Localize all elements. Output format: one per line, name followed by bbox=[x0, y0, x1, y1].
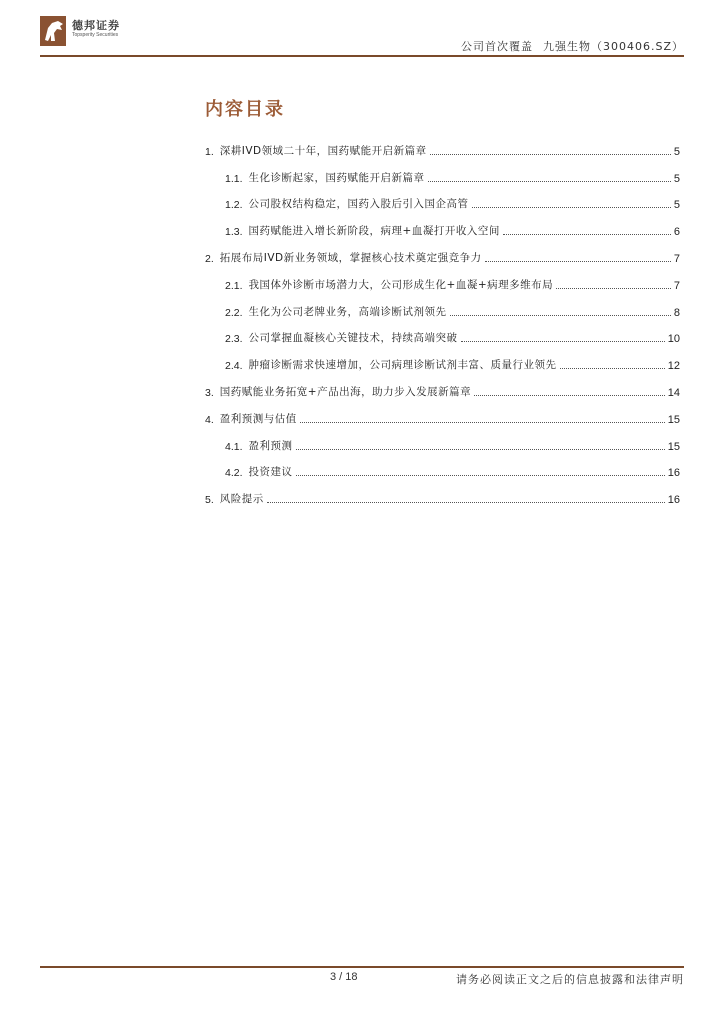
toc-entry-page: 16 bbox=[667, 467, 680, 480]
toc-entry-page: 12 bbox=[667, 360, 680, 373]
toc-leader-dots bbox=[474, 395, 665, 396]
toc-leader-dots bbox=[430, 154, 671, 155]
toc-entry-title: 肿瘤诊断需求快速增加，公司病理诊断试剂丰富、质量行业领先 bbox=[248, 359, 557, 372]
toc-leader-dots bbox=[560, 368, 665, 369]
page-header bbox=[0, 0, 724, 60]
toc-entry-title: 盈利预测与估值 bbox=[219, 412, 297, 425]
toc-entry-title: 公司股权结构稳定，国药入股后引入国企高管 bbox=[248, 198, 469, 211]
toc-entry[interactable] bbox=[205, 292, 680, 319]
toc-entry-number: 1.2. bbox=[225, 199, 243, 212]
toc-title: 内容目录 bbox=[205, 99, 285, 120]
toc-entry-title: 国药赋能进入增长新阶段，病理+血凝打开收入空间 bbox=[248, 225, 500, 238]
toc-entry-page: 16 bbox=[667, 494, 680, 507]
toc-entry[interactable] bbox=[205, 345, 680, 372]
toc-entry-number: 1.3. bbox=[225, 226, 243, 239]
logo-text-en: Topsperity Securities bbox=[72, 32, 119, 38]
toc-entry[interactable] bbox=[205, 211, 680, 238]
toc-entry-number: 4.1. bbox=[225, 440, 243, 453]
toc-entry[interactable] bbox=[205, 185, 680, 212]
toc-entry-page: 15 bbox=[667, 440, 680, 453]
toc-entry-number: 4.2. bbox=[225, 467, 243, 480]
toc-entry[interactable] bbox=[205, 319, 680, 346]
toc-entry-page: 5 bbox=[673, 145, 680, 158]
toc-leader-dots bbox=[450, 315, 671, 316]
toc-leader-dots bbox=[485, 261, 671, 262]
toc-entry-title: 风险提示 bbox=[219, 493, 264, 506]
toc-entry-title: 我国体外诊断市场潜力大，公司形成生化+血凝+病理多维布局 bbox=[248, 278, 554, 291]
toc-entry[interactable] bbox=[205, 158, 680, 185]
toc-entry-page: 6 bbox=[673, 226, 680, 239]
toc-entry[interactable] bbox=[205, 426, 680, 453]
toc-entry-page: 15 bbox=[667, 413, 680, 426]
table-of-contents bbox=[205, 131, 680, 506]
toc-leader-dots bbox=[428, 181, 671, 182]
toc-entry-title: 生化为公司老牌业务，高端诊断试剂领先 bbox=[248, 305, 447, 318]
toc-leader-dots bbox=[503, 234, 671, 235]
toc-entry-page: 14 bbox=[667, 386, 680, 399]
toc-entry-page: 7 bbox=[673, 252, 680, 265]
toc-entry[interactable] bbox=[205, 453, 680, 480]
header-divider bbox=[40, 55, 684, 57]
toc-entry-number: 2.1. bbox=[225, 279, 243, 292]
toc-entry-number: 2.3. bbox=[225, 333, 243, 346]
toc-entry-number: 2. bbox=[205, 252, 214, 265]
toc-entry-page: 7 bbox=[673, 279, 680, 292]
toc-entry-number: 1.1. bbox=[225, 172, 243, 185]
toc-leader-dots bbox=[296, 449, 665, 450]
toc-leader-dots bbox=[296, 475, 665, 476]
toc-entry-page: 10 bbox=[667, 333, 680, 346]
toc-entry-number: 2.2. bbox=[225, 306, 243, 319]
toc-entry-page: 8 bbox=[673, 306, 680, 319]
toc-leader-dots bbox=[267, 502, 665, 503]
footer-divider bbox=[40, 966, 684, 968]
toc-entry-number: 4. bbox=[205, 413, 214, 426]
toc-entry[interactable] bbox=[205, 265, 680, 292]
toc-entry[interactable] bbox=[205, 238, 680, 265]
toc-entry-page: 5 bbox=[673, 199, 680, 212]
toc-entry[interactable] bbox=[205, 479, 680, 506]
toc-leader-dots bbox=[472, 207, 671, 208]
company-name: 九强生物（300406.SZ） bbox=[542, 40, 684, 53]
toc-leader-dots bbox=[461, 341, 665, 342]
toc-entry-number: 3. bbox=[205, 386, 214, 399]
toc-entry-title: 投资建议 bbox=[248, 466, 293, 479]
toc-entry[interactable] bbox=[205, 399, 680, 426]
toc-entry-title: 盈利预测 bbox=[248, 439, 293, 452]
logo-text-cn: 德邦证券 bbox=[72, 19, 120, 32]
toc-entry-title: 公司掌握血凝核心关键技术，持续高端突破 bbox=[248, 332, 458, 345]
toc-entry[interactable] bbox=[205, 372, 680, 399]
toc-entry[interactable] bbox=[205, 131, 680, 158]
toc-entry-title: 国药赋能业务拓宽+产品出海，助力步入发展新篇章 bbox=[219, 385, 472, 398]
toc-entry-title: 生化诊断起家，国药赋能开启新篇章 bbox=[248, 171, 425, 184]
brand-logo bbox=[40, 14, 150, 48]
header-report-info bbox=[461, 38, 684, 54]
toc-leader-dots bbox=[556, 288, 671, 289]
toc-leader-dots bbox=[300, 422, 665, 423]
toc-entry-number: 5. bbox=[205, 494, 214, 507]
toc-entry-number: 1. bbox=[205, 145, 214, 158]
toc-entry-number: 2.4. bbox=[225, 360, 243, 373]
toc-entry-page: 5 bbox=[673, 172, 680, 185]
report-type: 公司首次覆盖 bbox=[460, 40, 533, 53]
legal-disclaimer: 请务必阅读正文之后的信息披露和法律声明 bbox=[456, 973, 684, 986]
horse-logo-icon bbox=[40, 14, 68, 48]
toc-entry-title: 拓展布局IVD新业务领域，掌握核心技术奠定强竞争力 bbox=[219, 251, 482, 264]
toc-entry-title: 深耕IVD领域二十年，国药赋能开启新篇章 bbox=[219, 144, 427, 157]
page-number: 3 / 18 bbox=[330, 971, 358, 983]
